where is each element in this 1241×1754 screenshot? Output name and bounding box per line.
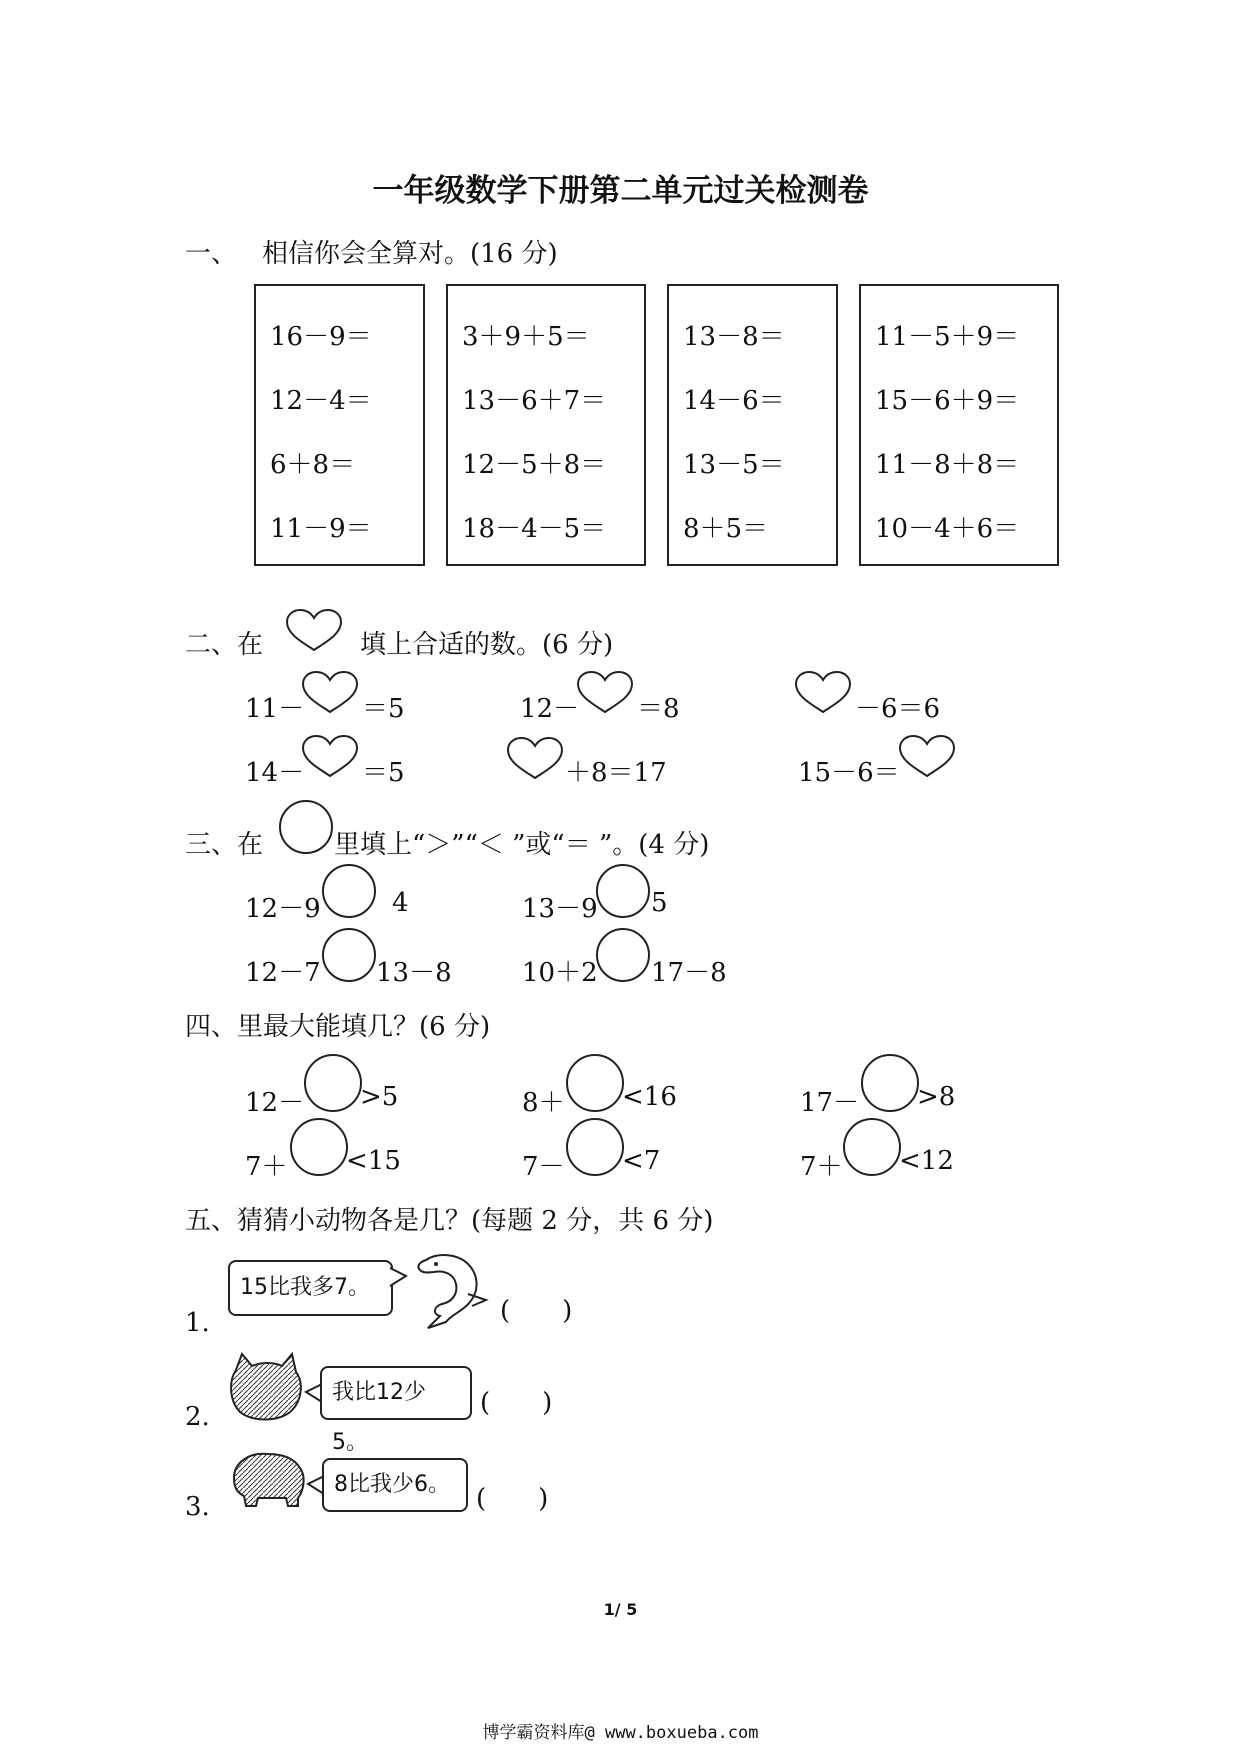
equation: 11－5＋9＝	[875, 322, 1020, 352]
item-number: 1.	[185, 1308, 210, 1338]
circle-blank[interactable]	[596, 864, 650, 918]
footer-watermark: 博学霸资料库@ www.boxueba.com	[482, 1723, 759, 1743]
item-number: 2.	[185, 1402, 210, 1432]
equation: 12－4＝	[270, 386, 372, 416]
heart-blank[interactable]	[897, 734, 957, 778]
section-5-heading: 五、猜猜小动物各是几？(每题 2 分，共 6 分)	[185, 1206, 714, 1236]
calc-box-4	[859, 284, 1059, 566]
page-number: 1/ 5	[603, 1600, 638, 1619]
heart-icon	[284, 608, 344, 652]
expr-text: 4	[392, 888, 409, 918]
expr-text: 5	[651, 888, 668, 918]
expr-text: 12－	[245, 1088, 305, 1118]
expr-text: 7－	[522, 1152, 565, 1182]
section-2-heading: 填上合适的数。(6 分)	[360, 630, 614, 660]
equation: 13－5＝	[683, 450, 785, 480]
calc-box-1	[254, 284, 425, 566]
expr-text: ＝5	[362, 694, 405, 724]
equation: 13－6＋7＝	[462, 386, 607, 416]
answer-paren[interactable]: ( )	[500, 1296, 573, 1326]
circle-blank[interactable]	[596, 928, 650, 982]
equation: 14－6＝	[683, 386, 785, 416]
speech-bubble: 我比12少5。	[320, 1366, 472, 1420]
calc-box-3	[667, 284, 838, 566]
circle-blank[interactable]	[566, 1054, 624, 1112]
equation: 16－9＝	[270, 322, 372, 352]
expr-text: ＋8＝17	[565, 758, 667, 788]
circle-blank[interactable]	[290, 1118, 348, 1176]
expr-text: 11－	[245, 694, 305, 724]
heart-blank[interactable]	[300, 670, 360, 714]
expr-text: >8	[917, 1082, 956, 1112]
equation: 8＋5＝	[683, 514, 769, 544]
section-1-heading: 相信你会全算对。(16 分)	[262, 239, 558, 269]
section-2-heading-prefix: 二、在	[185, 630, 264, 660]
elephant-icon	[228, 1448, 310, 1510]
heart-blank[interactable]	[300, 734, 360, 778]
heart-blank[interactable]	[505, 736, 565, 780]
equation: 12－5＋8＝	[462, 450, 607, 480]
circle-blank[interactable]	[322, 928, 376, 982]
heart-blank[interactable]	[793, 670, 853, 714]
equation: 6＋8＝	[270, 450, 356, 480]
equation: 11－9＝	[270, 514, 372, 544]
expr-text: 15－6＝	[798, 758, 900, 788]
section-3-heading-prefix: 三、在	[185, 830, 264, 860]
bubble-tail	[388, 1262, 408, 1292]
section-1-label: 一、	[185, 239, 238, 269]
equation: 11－8＋8＝	[875, 450, 1020, 480]
cat-icon	[228, 1350, 306, 1422]
circle-blank[interactable]	[322, 864, 376, 918]
equation: 13－8＝	[683, 322, 785, 352]
expr-text: <15	[346, 1146, 401, 1176]
circle-blank[interactable]	[566, 1118, 624, 1176]
equation: 3＋9＋5＝	[462, 322, 590, 352]
expr-text: 8＋	[522, 1088, 565, 1118]
answer-paren[interactable]: ( )	[476, 1484, 549, 1514]
expr-text: 17－8	[651, 958, 727, 988]
page-title: 一年级数学下册第二单元过关检测卷	[372, 173, 869, 209]
circle-icon	[279, 800, 333, 854]
expr-text: ＝5	[362, 758, 405, 788]
equation: 10－4＋6＝	[875, 514, 1020, 544]
calc-box-2	[446, 284, 646, 566]
equation: 18－4－5＝	[462, 514, 607, 544]
expr-text: <7	[622, 1146, 661, 1176]
circle-blank[interactable]	[843, 1118, 901, 1176]
circle-blank[interactable]	[861, 1054, 919, 1112]
circle-blank[interactable]	[304, 1054, 362, 1112]
expr-text: 17－	[800, 1088, 860, 1118]
expr-text: >5	[360, 1082, 399, 1112]
section-4-heading: 四、里最大能填几？(6 分)	[185, 1012, 491, 1042]
expr-text: 7＋	[245, 1152, 288, 1182]
equation: 15－6＋9＝	[875, 386, 1020, 416]
expr-text: <12	[899, 1146, 954, 1176]
expr-text: ＝8	[637, 694, 680, 724]
section-3-heading: 里填上“＞”“＜ ”或“＝ ”。(4 分)	[334, 830, 710, 860]
expr-text: 12－	[520, 694, 580, 724]
expr-text: 7＋	[800, 1152, 843, 1182]
expr-text: <16	[622, 1082, 677, 1112]
speech-bubble: 15比我多7。	[228, 1260, 393, 1316]
expr-text: 13－8	[376, 958, 452, 988]
expr-text: 12－9	[245, 894, 321, 924]
heart-blank[interactable]	[575, 670, 635, 714]
item-number: 3.	[185, 1492, 210, 1522]
dolphin-icon	[408, 1250, 490, 1332]
speech-bubble: 8比我少6。	[322, 1458, 468, 1512]
answer-paren[interactable]: ( )	[480, 1388, 553, 1418]
expr-text: 12－7	[245, 958, 321, 988]
expr-text: 13－9	[522, 894, 598, 924]
expr-text: 14－	[245, 758, 305, 788]
expr-text: －6＝6	[855, 694, 941, 724]
expr-text: 10＋2	[522, 958, 598, 988]
